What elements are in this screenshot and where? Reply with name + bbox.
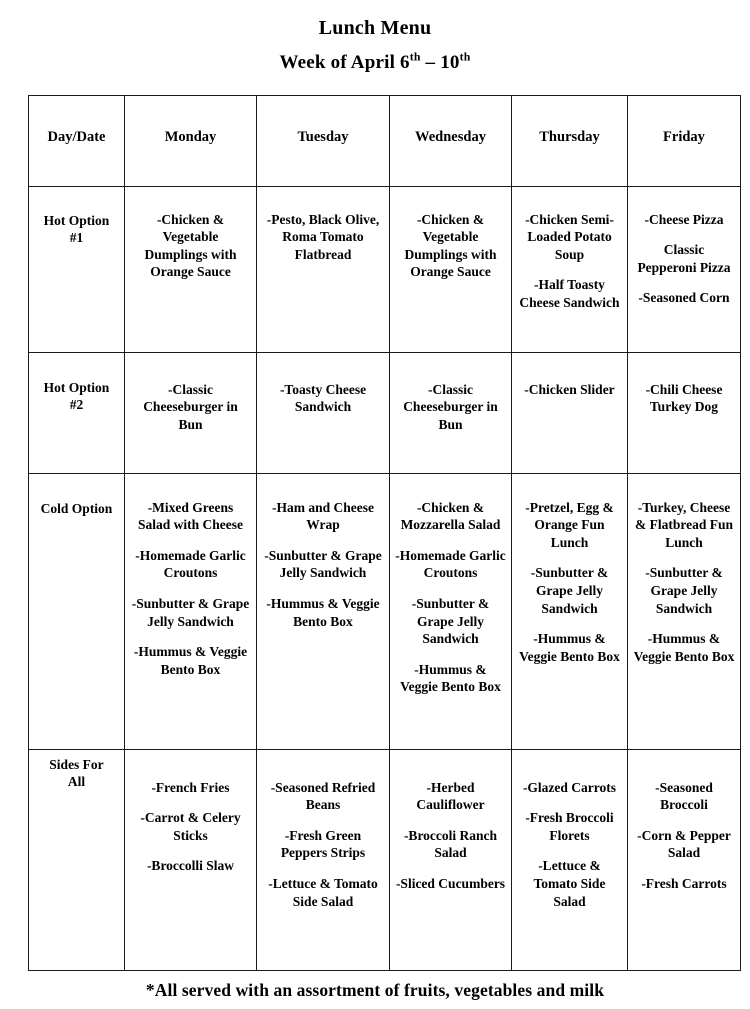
column-header-label: Friday — [663, 128, 705, 145]
menu-item: -Sliced Cucumbers — [395, 876, 506, 892]
menu-item: -Cheese Pizza — [644, 211, 724, 227]
column-header-label: Wednesday — [415, 128, 486, 145]
menu-item: -Lettuce & Tomato Side Salad — [533, 858, 606, 909]
column-header-friday — [628, 95, 741, 186]
menu-item: -Hummus & Veggie Bento Box — [266, 596, 380, 629]
menu-item: -Seasoned Corn — [638, 290, 730, 306]
menu-item: -Chicken Slider — [524, 381, 615, 397]
menu-item: -Mixed Greens Salad with Cheese — [137, 499, 243, 533]
menu-item: -Half Toasty Cheese Sandwich — [519, 277, 620, 311]
menu-item: -Sunbutter & Grape Jelly Sandwich — [264, 547, 382, 581]
menu-item: -Fresh Green Peppers Strips — [280, 827, 366, 861]
footer-note: *All served with an assortment of fruits, vegetables and milk — [145, 979, 605, 1000]
menu-item: -Sunbutter & Grape Jelly Sandwich — [530, 565, 609, 616]
menu-cell-monday — [125, 473, 257, 749]
subtitle-ordinal-first: th — [409, 50, 421, 64]
subtitle-separator: – 10 — [420, 52, 460, 73]
menu-item: -Hummus & Veggie Bento Box — [519, 631, 620, 664]
table-row — [29, 749, 741, 970]
menu-cell-tuesday — [257, 749, 390, 970]
menu-item: -Homemade Garlic Croutons — [135, 547, 246, 581]
menu-cell-wednesday — [390, 749, 512, 970]
menu-cell-thursday — [512, 473, 628, 749]
subtitle-prefix: Week of April 6 — [279, 52, 410, 73]
menu-item: -Seasoned Broccoli — [655, 779, 713, 813]
menu-item: -Homemade Garlic Croutons — [395, 547, 506, 581]
menu-cell-tuesday — [257, 186, 390, 352]
column-header-label: Thursday — [539, 128, 600, 145]
menu-item: -Chicken & Mozzarella Salad — [400, 499, 501, 533]
menu-cell-monday — [125, 749, 257, 970]
menu-table-wrapper — [28, 95, 740, 971]
menu-table — [28, 95, 741, 971]
menu-item: -Classic Cheeseburger in Bun — [143, 381, 238, 432]
menu-item: -Glazed Carrots — [522, 779, 617, 795]
menu-cell-monday — [125, 186, 257, 352]
column-header-label: Day/Date — [47, 128, 106, 145]
menu-item: -Broccolli Slaw — [146, 858, 235, 874]
menu-cell-wednesday — [390, 186, 512, 352]
menu-item: -Hummus & Veggie Bento Box — [400, 661, 501, 695]
column-header-wednesday — [390, 95, 512, 186]
page-title: Lunch Menu — [318, 17, 432, 39]
menu-item: -Sunbutter & Grape Jelly Sandwich — [131, 596, 250, 629]
menu-item: -Hummus & Veggie Bento Box — [633, 631, 735, 664]
column-header-day-date — [29, 95, 125, 186]
menu-item: -Broccoli Ranch Salad — [403, 827, 498, 861]
menu-item: -Toasty Cheese Sandwich — [279, 381, 367, 415]
column-header-thursday — [512, 95, 628, 186]
table-row — [29, 473, 741, 749]
row-label-cold-option — [29, 473, 125, 749]
menu-item: -Corn & Pepper Salad — [637, 827, 731, 861]
menu-item: -Ham and Cheese Wrap — [272, 499, 374, 533]
menu-item: -Classic Cheeseburger in Bun — [403, 381, 498, 432]
menu-item: -Hummus & Veggie Bento Box — [133, 644, 248, 677]
menu-item: -Pesto, Black Olive, Roma Tomato Flatbread — [266, 211, 380, 262]
menu-item: -Fresh Carrots — [641, 876, 727, 892]
row-label-sides-for-all — [29, 749, 125, 970]
menu-cell-friday — [628, 749, 741, 970]
menu-item: -Carrot & Celery Sticks — [140, 810, 241, 843]
menu-item: -Pretzel, Egg & Orange Fun Lunch — [525, 499, 614, 550]
menu-cell-thursday — [512, 352, 628, 473]
menu-item: -Sunbutter & Grape Jelly Sandwich — [645, 565, 723, 616]
menu-cell-thursday — [512, 749, 628, 970]
column-header-label: Monday — [164, 128, 217, 145]
row-label-line: Cold Option — [40, 500, 113, 516]
menu-cell-tuesday — [257, 473, 390, 749]
menu-item: -Chili Cheese Turkey Dog — [645, 381, 723, 415]
row-label-line: #2 — [69, 397, 84, 413]
menu-cell-wednesday — [390, 352, 512, 473]
menu-item: -Lettuce & Tomato Side Salad — [268, 876, 378, 909]
menu-item: -Chicken & Vegetable Dumplings with Orange Sauce — [404, 211, 497, 280]
title-block — [0, 0, 750, 74]
row-label-line: Sides For — [49, 756, 104, 772]
menu-cell-wednesday — [390, 473, 512, 749]
menu-cell-friday — [628, 473, 741, 749]
row-label-line: Hot Option — [43, 212, 110, 228]
page-subtitle — [0, 52, 750, 74]
menu-item: -Chicken Semi-Loaded Potato Soup — [525, 211, 614, 262]
row-label-line: Hot Option — [43, 379, 110, 395]
menu-item: Classic Pepperoni Pizza — [637, 242, 731, 275]
menu-item: -Seasoned Refried Beans — [270, 779, 376, 813]
menu-cell-monday — [125, 352, 257, 473]
menu-item: -Fresh Broccoli Florets — [525, 810, 614, 843]
menu-cell-friday — [628, 352, 741, 473]
table-row — [29, 186, 741, 352]
table-row — [29, 352, 741, 473]
column-header-label: Tuesday — [297, 128, 349, 145]
subtitle-ordinal-second: th — [459, 50, 471, 64]
column-header-monday — [125, 95, 257, 186]
row-label-line: All — [67, 774, 86, 790]
menu-item: -French Fries — [151, 779, 230, 795]
menu-cell-tuesday — [257, 352, 390, 473]
menu-item: -Herbed Cauliflower — [416, 779, 485, 813]
menu-item: -Turkey, Cheese & Flatbread Fun Lunch — [634, 499, 733, 550]
menu-cell-friday — [628, 186, 741, 352]
menu-table-body — [29, 95, 741, 970]
table-header-row — [29, 95, 741, 186]
menu-item: -Chicken & Vegetable Dumplings with Orange Sauce — [144, 211, 237, 280]
menu-cell-thursday — [512, 186, 628, 352]
menu-item: -Sunbutter & Grape Jelly Sandwich — [411, 596, 490, 647]
row-label-hot-option-1 — [29, 186, 125, 352]
row-label-line: #1 — [69, 230, 84, 246]
row-label-hot-option-2 — [29, 352, 125, 473]
column-header-tuesday — [257, 95, 390, 186]
